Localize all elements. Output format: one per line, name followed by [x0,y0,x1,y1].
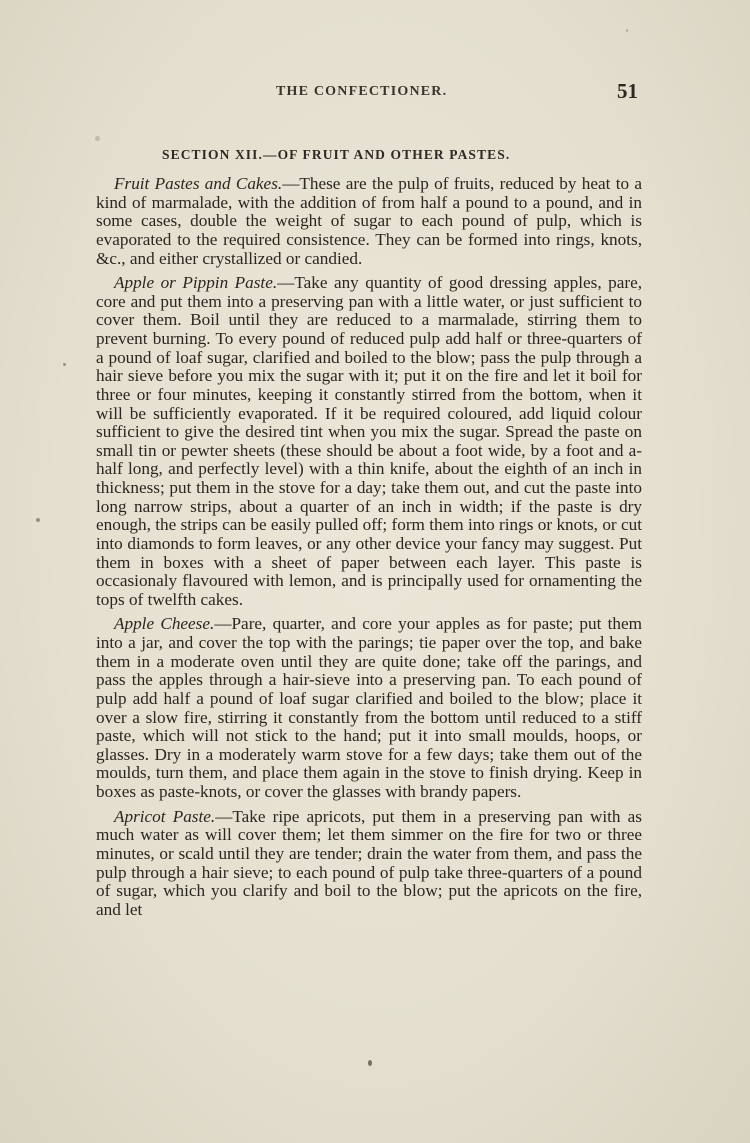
paragraph-heading: Apple or Pippin Paste. [114,273,278,293]
paragraph-text: Pare, quarter, and core your apples as for paste; put them into a jar, and cover the top with the parings; tie paper over the top, and bake them in a moderate oven until they are quite done; take off the parings, and pass the apples through a hair-sieve into a preserving pan. To each pound of pulp add half a pound of loaf sugar clarified and boiled to the blow; place it over a slow fire, stirring it constantly from the bottom until reduced to a stiff paste, which will not stick to the hand; put it into small moulds, hoops, or glasses. Dry in a moderately warm stove for a few days; take them out of the moulds, turn them, and place them again in the stove to finish drying. Keep in boxes as paste-knots, or cover the glasses with brandy papers. [96,614,642,801]
paper-speck [63,363,66,366]
paragraph-text: Take any quantity of good dressing apples, pare, core and put them into a preserving pan with a little water, or just sufficient to cover them. Boil until they are reduced to a marmalade, stirring them to prevent burning. To every pound of reduced pulp add half or three-quarters of a pound of loaf sugar, clarified and boiled to the blow; pass the pulp through a hair sieve before you mix the sugar with it; put it on the fire and let it boil for three or four minutes, keeping it constantly stirred from the bottom, when it will be sufficiently evaporated. If it be required coloured, add liquid colour sufficient to give the desired tint when you mix the sugar. Spread the paste on small tin or pewter sheets (these should be about a foot wide, by a foot and a-half long, and perfectly level) with a thin knife, about the eighth of an inch in thickness; put them in the stove for a day; take them out, and cut the paste into long narrow strips, about a quarter of an inch in width; if the paste is dry enough, the strips can be easily pulled off; form them into rings or knots, or cut into diamonds to form leaves, or any other device your fancy may suggest. Put them in boxes with a sheet of paper between each layer. This paste is occasionaly flavoured with lemon, and is principally used for ornamenting the tops of twelfth cakes. [96,273,642,609]
paragraph-heading: Apricot Paste. [114,806,216,826]
body-text [96,175,642,925]
section-title: SECTION XII.—OF FRUIT AND OTHER PASTES. [162,147,511,162]
running-head: THE CONFECTIONER. [276,84,448,99]
paper-speck [36,518,40,522]
paragraph-apple-paste: Apple or Pippin Paste.—Take any quantity of good dressing apples, pare, core and put them into a preserving pan with a little water, or just sufficient to cover them. Boil until they are reduced to a marmalade, stirring them to prevent burning. To every pound of reduced pulp add half or three-quarters of a pound of loaf sugar, clarified and boiled to the blow; pass the pulp through a hair sieve before you mix the sugar with it; put it on the fire and let it boil for three or four minutes, keeping it constantly stirred from the bottom, when it will be sufficiently evaporated. If it be required coloured, add liquid colour sufficient to give the desired tint when you mix the sugar. Spread the paste on small tin or pewter sheets (these should be about a foot wide, by a foot and a-half long, and perfectly level) with a thin knife, about the eighth of an inch in thickness; put them in the stove for a day; take them out, and cut the paste into long narrow strips, about a quarter of an inch in width; if the paste is dry enough, the strips can be easily pulled off; form them into rings or knots, or cut into diamonds to form leaves, or any other device your fancy may suggest. Put them in boxes with a sheet of paper between each layer. This paste is occasionaly flavoured with lemon, and is principally used for ornamenting the tops of twelfth cakes. [96,273,642,609]
paper-speck [368,1060,372,1066]
paragraph-apple-cheese: Apple Cheese.—Pare, quarter, and core your apples as for paste; put them into a jar, and cover the top with the parings; tie paper over the top, and bake them in a moderate oven until they are quite done; take off the parings, and pass the apples through a hair-sieve into a preserving pan. To each pound of pulp add half a pound of loaf sugar clarified and boiled to the blow; place it over a slow fire, stirring it constantly from the bottom until reduced to a stiff paste, which will not stick to the hand; put it into small moulds, hoops, or glasses. Dry in a moderately warm stove for a few days; take them out of the moulds, turn them, and place them again in the stove to finish drying. Keep in boxes as paste-knots, or cover the glasses with brandy papers. [96,614,642,801]
page-header [96,79,640,104]
page-number: 51 [617,79,638,103]
paper-speck [95,136,100,141]
paragraph-text: These are the pulp of fruits, reduced by heat to a kind of marmalade, with the addition of from half a pound to a pound, and in some cases, double the weight of sugar to each pound of pulp, which is evaporated to the required consistence. They can be formed into rings, knots, &c., and either crystallized or candied. [96,174,643,268]
paragraph-heading: Apple Cheese. [114,614,215,634]
paragraph-apricot-paste: Apricot Paste.—Take ripe apricots, put them in a preserving pan with as much water as will cover them; let them simmer on the fire for two or three minutes, or scald until they are tender; drain the water from them, and pass the pulp through a hair sieve; to each pound of pulp take three-quarters of a pound of sugar, which you clarify and boil to the blow; put the apricots on the fire, and let [96,806,642,919]
paragraph-text: Take ripe apricots, put them in a preserving pan with as much water as will cover them; let them simmer on the fire for two or three minutes, or scald until they are tender; drain the water from them, and pass the pulp through a hair sieve; to each pound of pulp take three-quarters of a pound of sugar, which you clarify and boil to the blow; put the apricots on the fire, and let [96,806,642,919]
paragraph-heading: Fruit Pastes and Cakes. [114,174,283,193]
paragraph-fruit-pastes: Fruit Pastes and Cakes.—These are the pulp of fruits, reduced by heat to a kind of marmalade, with the addition of from half a pound to a pound, and in some cases, double the weight of sugar to each pound of pulp, which is evaporated to the required consistence. They can be formed into rings, knots, &c., and either crystallized or candied. [96,174,643,268]
paper-speck [626,29,628,32]
